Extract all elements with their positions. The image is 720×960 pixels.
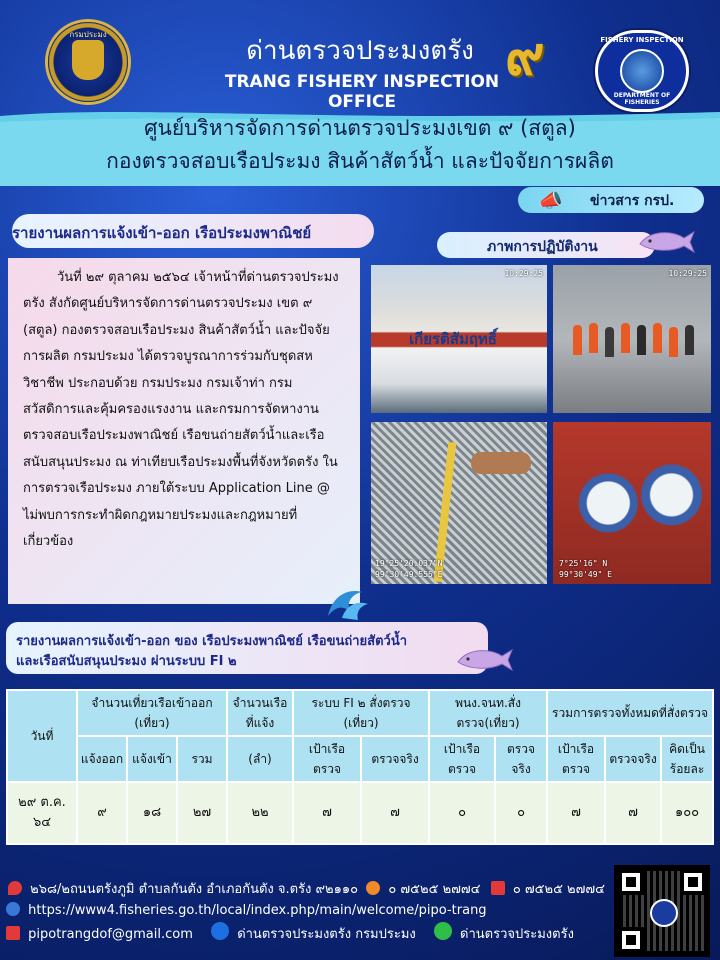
row-cell: ๒๗	[177, 782, 227, 844]
row-cell: ๑๘	[127, 782, 177, 844]
row-cell: ๒๒	[227, 782, 293, 844]
qr-finder	[680, 869, 706, 895]
inspection-table	[6, 689, 714, 845]
header	[0, 0, 720, 110]
row-cell: ๙	[77, 782, 127, 844]
photo-boat-hull	[371, 265, 547, 413]
subheader-line-2: กองตรวจสอบเรือประมง สินค้าสัตว์น้ำ และปัจจัยการผลิต	[106, 149, 614, 173]
footer-website-row	[6, 902, 487, 918]
row-cell: ๐	[429, 782, 495, 844]
photo-fish-hold	[553, 422, 711, 584]
office-title-english: TRANG FISHERY INSPECTION OFFICE	[224, 72, 500, 112]
address-text: ๒๖๘/๒ถนนตรังภูมิ ตำบลกันตัง อำเภอกันตัง จ.ตรัง ๙๒๑๑๐	[30, 882, 359, 897]
footer	[0, 860, 720, 960]
office-title-thai: ด่านตรวจประมงตรัง	[246, 36, 474, 66]
subheader-cell: เป้าเรือตรวจ	[547, 736, 605, 782]
photos-heading-pill	[437, 232, 655, 258]
person-figure	[653, 323, 662, 353]
phone2-text[interactable]: ๐ ๗๕๒๕ ๒๗๗๔	[512, 882, 605, 897]
qr-finder	[618, 869, 644, 895]
person-figure	[589, 323, 598, 353]
photo-crew-lineup	[553, 265, 711, 413]
person-figure	[637, 325, 646, 355]
subheader-cell: เป้าเรือตรวจ	[429, 736, 495, 782]
row-date: ๒๙ ต.ค. ๖๔	[7, 782, 77, 844]
footer-address-row	[8, 878, 605, 899]
globe-icon	[620, 49, 664, 93]
footer-contact-row	[6, 922, 574, 944]
email-link[interactable]: pipotrangdof@gmail.com	[28, 927, 193, 942]
photo3-stamp-top: 19°25'20.037"N	[375, 559, 443, 568]
emblem-icon	[72, 40, 104, 80]
subheader-cell: แจ้งออก	[77, 736, 127, 782]
phone-icon	[366, 881, 380, 895]
header-date: วันที่	[7, 690, 77, 782]
table-heading-pill	[6, 622, 488, 674]
facebook-link[interactable]: ด่านตรวจประมงตรัง กรมประมง	[237, 927, 416, 942]
row-cell: ๗	[547, 782, 605, 844]
news-label: ข่าวสาร กรป.	[590, 193, 675, 209]
header-trips: จำนวนเที่ยวเรือเข้าออก (เที่ยว)	[77, 690, 227, 736]
person-figure	[685, 325, 694, 355]
report-body: วันที่ ๒๙ ตุลาคม ๒๕๖๔ เจ้าหน้าที่ด่านตรวจประมงตรัง สังกัดศูนย์บริหารจัดการด่านตรวจประมง เขต ๙ (สตูล) กองตรวจสอบเรือประมง สินค้าสัตว์น้ำ และปัจจัยการผลิต กรมประมง ได้ตรวจบูรณาการร่วมกับชุดสหวิชาชีพ ประกอบด้วย กรมประมง กรมเจ้าท่า กรมสวัสดิการและคุ้มครองแรงงาน และกรมการจัดหางาน ตรวจสอบเรือประมงพาณิชย์ เรือขนถ่ายสัตว์น้ำและเรือสนับสนุนประมง ณ ท่าเทียบเรือประมงพื้นที่จังหวัดตรัง ในการตรวจเรือประมง ภายใต้ระบบ Application Line @ ไม่พบการกระทำผิดกฎหมายประมงและกฎหมายที่เกี่ยวข้อง	[23, 270, 339, 550]
logo-right-bottom-text: DEPARTMENT OF FISHERIES	[613, 92, 671, 106]
logo-left-text: กรมประมง	[69, 30, 107, 39]
subheader-cell: ตรวจจริง	[605, 736, 661, 782]
subheader-cell: รวม	[177, 736, 227, 782]
row-cell: ๑๐๐	[661, 782, 713, 844]
row-cell: ๗	[361, 782, 429, 844]
photos-heading: ภาพการปฏิบัติงาน	[487, 239, 598, 255]
subheader-cell: ตรวจจริง	[361, 736, 429, 782]
qr-finder	[618, 927, 644, 953]
department-of-fisheries-logo	[48, 22, 128, 102]
subheader-line-1: ศูนย์บริหารจัดการด่านตรวจประมงเขต ๙ (สตูล)	[144, 116, 576, 140]
table-header-row	[7, 690, 713, 736]
qr-logo-icon	[650, 899, 678, 927]
shield-icon	[595, 30, 689, 112]
website-link[interactable]: https://www4.fisheries.go.th/local/index.php/main/welcome/pipo-trang	[28, 903, 487, 918]
dolphin-icon	[636, 226, 696, 256]
hand	[471, 452, 531, 474]
facebook-icon	[211, 922, 229, 940]
row-cell: ๗	[293, 782, 361, 844]
line-link[interactable]: ด่านตรวจประมงตรัง	[460, 927, 574, 942]
report-heading: รายงานผลการแจ้งเข้า-ออก เรือประมงพาณิชย์	[12, 224, 312, 242]
person-figure	[621, 323, 630, 353]
email-icon	[6, 926, 20, 940]
report-panel	[8, 258, 360, 604]
person-figure	[669, 327, 678, 357]
header-total: รวมการตรวจทั้งหมดที่สั่งตรวจ	[547, 690, 713, 736]
line-icon	[434, 922, 452, 940]
table-subheader-row	[7, 736, 713, 782]
subheader	[0, 110, 720, 185]
region-numeral: ๙	[505, 24, 545, 87]
subheader-cell: ตรวจจริง	[495, 736, 547, 782]
photo4-stamp-top: 7°25'16" N	[559, 559, 608, 568]
qr-code[interactable]	[614, 865, 710, 957]
news-badge	[518, 187, 704, 213]
table-heading-line-1: รายงานผลการแจ้งเข้า-ออก ของ เรือประมงพาณิชย์ เรือขนถ่ายสัตว์น้ำ	[16, 634, 408, 649]
report-heading-pill	[12, 214, 374, 248]
photo2-timestamp: 10:29:25	[668, 269, 707, 278]
subheader-cell: แจ้งเข้า	[127, 736, 177, 782]
photo1-timestamp: 10:29:25	[504, 269, 543, 278]
header-pnj: พนง.จนท.สั่งตรวจ(เที่ยว)	[429, 690, 547, 736]
dolphin-icon	[454, 644, 514, 674]
megaphone-icon: 📣	[538, 188, 563, 212]
person-figure	[573, 325, 582, 355]
row-cell: ๗	[605, 782, 661, 844]
header-fi2: ระบบ FI ๒ สั่งตรวจ (เที่ยว)	[293, 690, 429, 736]
fax-icon	[491, 881, 505, 895]
hull-name-text: เกียรติสัมฤทธิ์	[409, 330, 497, 348]
wave-icon	[322, 582, 372, 622]
subheader-cell: เป้าเรือตรวจ	[293, 736, 361, 782]
subheader-cell: (ลำ)	[227, 736, 293, 782]
photo4-stamp-bottom: 99°30'49" E	[559, 570, 612, 579]
phone1-text[interactable]: ๐ ๗๕๒๕ ๒๗๗๔	[388, 882, 481, 897]
subheader-cell: คิดเป็นร้อยละ	[661, 736, 713, 782]
location-pin-icon	[8, 881, 22, 895]
person-figure	[605, 327, 614, 357]
table-heading-line-2: และเรือสนับสนุนประมง ผ่านระบบ FI ๒	[16, 654, 237, 669]
globe-icon	[6, 902, 20, 916]
photo-fishing-net	[371, 422, 547, 584]
table-row	[7, 782, 713, 844]
header-boats: จำนวนเรือที่แจ้ง	[227, 690, 293, 736]
fishery-inspection-logo	[585, 30, 693, 110]
row-cell: ๐	[495, 782, 547, 844]
logo-right-top-text: FISHERY INSPECTION	[600, 36, 684, 44]
photo3-stamp-bottom: 99°30'49.555"E	[375, 570, 443, 579]
